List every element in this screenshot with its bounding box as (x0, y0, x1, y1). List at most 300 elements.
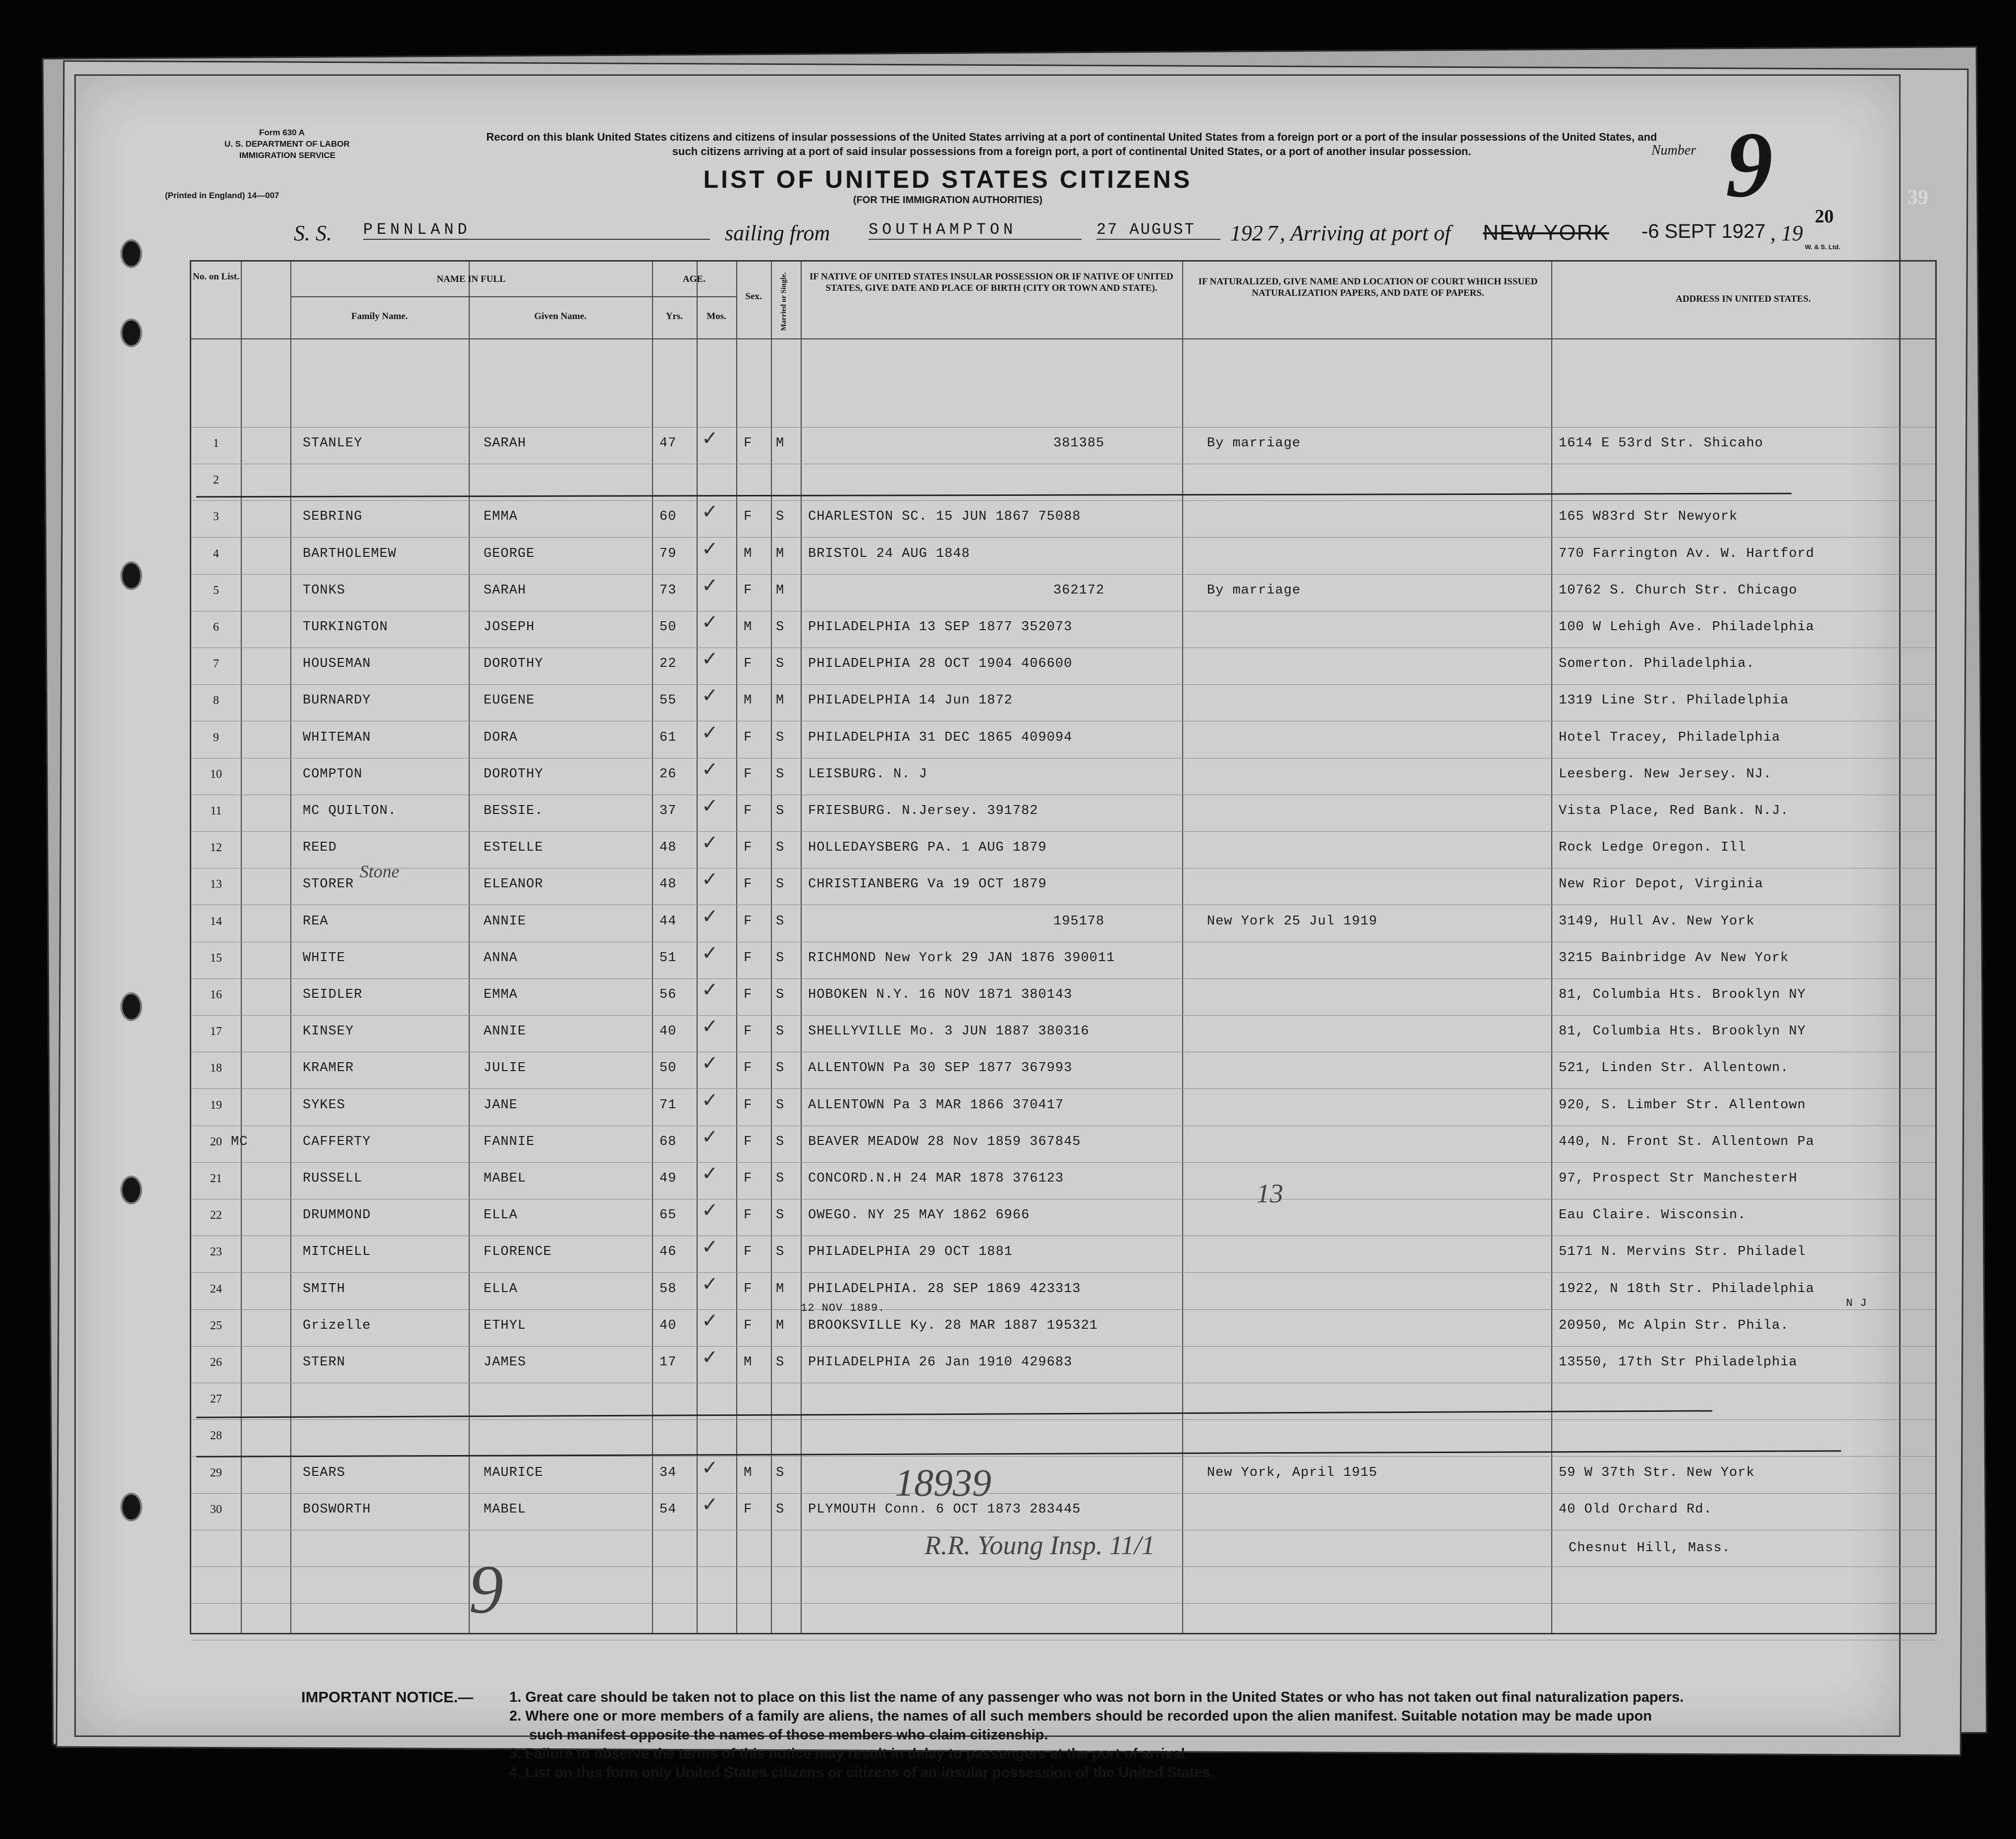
col-age: AGE. (683, 274, 706, 284)
cell-sex: F (744, 950, 753, 966)
notice-item-1: 1. Great care should be taken not to place on this list the name of any passenger who was not born in the United States or who has not taken out final naturalization papers. (509, 1689, 1684, 1705)
cell-addr: 5171 N. Mervins Str. Philadel (1559, 1244, 1806, 1260)
cell-birth: RICHMOND New York 29 JAN 1876 390011 (808, 950, 1115, 966)
edge-page-number: 39 (1907, 186, 1928, 209)
col-no: No. on List. (193, 271, 239, 282)
ruled-line (191, 1419, 1935, 1420)
row-number: 20 (210, 1135, 222, 1148)
hand-inspector-note: R.R. Young Insp. 11/1 (925, 1530, 1155, 1560)
cell-addr: 165 W83rd Str Newyork (1559, 509, 1738, 525)
row-number: 10 (210, 767, 222, 781)
check-mark-icon: ✓ (702, 1052, 718, 1075)
cell-birth: PHILADELPHIA 13 SEP 1877 352073 (808, 620, 1073, 635)
cell-sex: F (744, 840, 753, 856)
cell-family: SYKES (303, 1097, 346, 1113)
cell-given: DOROTHY (484, 766, 544, 782)
cell-nat: By marriage (1207, 436, 1301, 451)
cell-addr: 81, Columbia Hts. Brooklyn NY (1559, 987, 1806, 1002)
cell-ms: S (776, 1024, 785, 1039)
cell-sex: F (744, 766, 753, 782)
arrival-stamp: -6 SEPT 1927 (1641, 220, 1766, 242)
cell-nat: By marriage (1207, 583, 1301, 598)
cell-ms: S (776, 620, 785, 635)
cell-addr: 3215 Bainbridge Av New York (1559, 950, 1789, 966)
cell-age: 61 (659, 730, 677, 745)
cell-given: JOSEPH (484, 620, 535, 635)
cell-given: ANNA (484, 950, 518, 966)
row-number: 12 (210, 841, 222, 855)
check-mark-icon: ✓ (702, 1309, 718, 1332)
cell-sex: F (744, 1208, 753, 1223)
cell-family: REED (303, 840, 337, 856)
row-number: 1 (213, 437, 219, 450)
notice-item-3: 3. Failure to observe the terms of this notice may result in delay to passengers at the port of arrival. (509, 1746, 1189, 1762)
cell-birth: OWEGO. NY 25 MAY 1862 6966 (808, 1208, 1030, 1223)
cell-ms: M (776, 1281, 785, 1297)
check-mark-icon: ✓ (702, 721, 718, 744)
cell-family: REA (303, 914, 328, 929)
cell-sex: F (744, 436, 753, 451)
cell-family: STERN (303, 1355, 346, 1370)
row20-prefix: MC (231, 1134, 248, 1149)
cell-sex: F (744, 583, 753, 598)
row-number: 11 (210, 805, 222, 817)
row-number: 27 (210, 1393, 222, 1406)
row-number: 25 (210, 1319, 222, 1332)
cell-sex: F (744, 1244, 753, 1260)
printer-mark: W. & S. Ltd. (1805, 243, 1841, 251)
cell-age: 17 (659, 1355, 677, 1370)
ruled-line (191, 427, 1935, 428)
cell-given: ELLA (484, 1208, 518, 1223)
cell-ms: S (776, 1171, 785, 1186)
cell-age: 56 (659, 987, 677, 1002)
cell-sex: F (744, 656, 753, 672)
cell-given: JULIE (484, 1061, 527, 1076)
cell-age: 51 (659, 950, 677, 966)
cell-family: STANLEY (303, 436, 363, 451)
cell-sex: F (744, 509, 753, 525)
cell-sex: M (744, 546, 753, 561)
cell-birth: BROOKSVILLE Ky. 28 MAR 1887 195321 (808, 1318, 1098, 1333)
row-number: 17 (210, 1025, 222, 1038)
cell-addr: 770 Farrington Av. W. Hartford (1559, 546, 1815, 561)
cell-ms: M (776, 546, 785, 561)
ruled-line (191, 831, 1935, 832)
ruled-line (191, 574, 1935, 575)
sailing-label: sailing from (725, 221, 830, 245)
cell-family: TURKINGTON (303, 620, 388, 635)
check-mark-icon: ✓ (702, 611, 718, 634)
important-notice (301, 1688, 1936, 1781)
cell-given: FANNIE (484, 1134, 535, 1149)
cell-birth: PHILADELPHIA 28 OCT 1904 406600 (808, 656, 1073, 672)
cell-ms: S (776, 950, 785, 966)
cell-age: 48 (659, 877, 677, 892)
cell-addr: New Rior Depot, Virginia (1559, 877, 1763, 892)
check-mark-icon: ✓ (702, 1272, 718, 1296)
cell-ms: S (776, 730, 785, 745)
cell-family: COMPTON (303, 766, 363, 782)
notice-lead: IMPORTANT NOTICE.— (301, 1688, 474, 1706)
cell-given: ESTELLE (484, 840, 544, 856)
cell-ms: S (776, 1097, 785, 1113)
cell-ms: S (776, 1208, 785, 1223)
cell-family: SEARS (303, 1465, 346, 1480)
cell-age: 54 (659, 1502, 677, 1517)
cell-birth: HOBOKEN N.Y. 16 NOV 1871 380143 (808, 987, 1073, 1002)
service-name: IMMIGRATION SERVICE (239, 151, 335, 160)
arriving-label: , Arriving at port of (1280, 221, 1451, 245)
row-number: 3 (213, 510, 219, 524)
check-mark-icon: ✓ (702, 1199, 718, 1222)
cell-sex: F (744, 1097, 753, 1113)
cell-family: RUSSELL (303, 1171, 363, 1186)
ruled-line (191, 537, 1935, 538)
cell-addr: 81, Columbia Hts. Brooklyn NY (1559, 1024, 1806, 1039)
ruled-line (191, 1603, 1935, 1604)
cell-family: TONKS (303, 583, 346, 598)
row-number: 24 (210, 1282, 222, 1296)
row-number: 2 (213, 474, 219, 487)
cell-age: 65 (659, 1208, 677, 1223)
cell-birth: ALLENTOWN Pa 30 SEP 1877 367993 (808, 1061, 1073, 1076)
row-number: 16 (210, 988, 222, 1001)
corner-number: 20 (1815, 206, 1834, 227)
page-title: LIST OF UNITED STATES CITIZENS (703, 165, 1193, 193)
col-given-name: Given Name. (534, 311, 587, 322)
cell-age: 50 (659, 1061, 677, 1076)
check-mark-icon: ✓ (702, 1125, 718, 1148)
notice-item-2: 2. Where one or more members of a family are aliens, the names of all such members should be recorded upon the alien manifest. Suitable notation may be made upon (509, 1708, 1652, 1724)
row-number: 5 (213, 584, 219, 597)
hand-13: 13 (1256, 1179, 1283, 1208)
cell-given: SARAH (484, 583, 527, 598)
cell-family: KINSEY (303, 1024, 354, 1039)
col-naturalized: IF NATURALIZED, GIVE NAME AND LOCATION OF COURT WHICH ISSUED NATURALIZATION PAPERS, AND DATE OF PAPERS. (1198, 276, 1538, 298)
cell-given: ELEANOR (484, 877, 544, 892)
cell-sex: F (744, 914, 753, 929)
check-mark-icon: ✓ (702, 500, 718, 524)
printed-note: (Printed in England) 14—007 (165, 191, 279, 200)
cell-birth: SHELLYVILLE Mo. 3 JUN 1887 380316 (808, 1024, 1090, 1039)
check-mark-icon: ✓ (702, 427, 718, 450)
cell-addr: Eau Claire. Wisconsin. (1559, 1208, 1746, 1223)
check-mark-icon: ✓ (702, 684, 718, 707)
binding-hole (120, 992, 142, 1021)
cell-age: 44 (659, 914, 677, 929)
check-mark-icon: ✓ (702, 1162, 718, 1185)
cell-age: 22 (659, 656, 677, 672)
ruled-line (191, 684, 1935, 685)
cell-birth: 381385 (1053, 436, 1105, 451)
cell-given: ELLA (484, 1281, 518, 1297)
row-number: 18 (210, 1062, 222, 1075)
cell-given: DORA (484, 730, 518, 745)
cell-birth: BRISTOL 24 AUG 1848 (808, 546, 970, 561)
port-from: SOUTHAMPTON (869, 220, 1082, 240)
cell-sex: F (744, 877, 753, 892)
cell-birth: BEAVER MEADOW 28 Nov 1859 367845 (808, 1134, 1081, 1149)
cell-given: FLORENCE (484, 1244, 552, 1260)
binding-hole (120, 1493, 142, 1521)
cell-birth: PHILADELPHIA 31 DEC 1865 409094 (808, 730, 1073, 745)
cell-family: SEBRING (303, 509, 363, 525)
check-mark-icon: ✓ (702, 831, 718, 855)
cell-sex: F (744, 1281, 753, 1297)
ruled-line (191, 1346, 1935, 1347)
cell-ms: S (776, 1244, 785, 1260)
col-birth: IF NATIVE OF UNITED STATES INSULAR POSSESSION OR IF NATIVE OF UNITED STATES, GIVE DATE AND PLACE OF BIRTH (CITY OR TOWN AND STATE). (809, 271, 1174, 293)
cell-nat: New York, April 1915 (1207, 1465, 1378, 1480)
cell-ms: S (776, 840, 785, 856)
cell-given: MAURICE (484, 1465, 544, 1480)
row-number: 4 (213, 547, 219, 560)
cell-age: 47 (659, 436, 677, 451)
cell-birth: CHARLESTON SC. 15 JUN 1867 75088 (808, 509, 1081, 525)
cell-age: 73 (659, 583, 677, 598)
ruled-line (191, 1309, 1935, 1310)
binding-hole (120, 561, 142, 590)
cell-birth: ALLENTOWN Pa 3 MAR 1866 370417 (808, 1097, 1064, 1113)
cell-birth: PHILADELPHIA 29 OCT 1881 (808, 1244, 1013, 1260)
row-number: 8 (213, 694, 219, 707)
cell-given: JAMES (484, 1355, 527, 1370)
cell-ms: S (776, 1465, 785, 1480)
cell-ms: M (776, 436, 785, 451)
cell-addr: 100 W Lehigh Ave. Philadelphia (1559, 620, 1815, 635)
passenger-table (190, 260, 1937, 1634)
cell-birth: 195178 (1053, 914, 1105, 929)
cell-family: STORER (303, 877, 354, 892)
check-mark-icon: ✓ (702, 1493, 718, 1516)
cell-addr: 521, Linden Str. Allentown. (1559, 1061, 1789, 1076)
row-number: 15 (210, 951, 222, 965)
cell-sex: M (744, 1465, 753, 1480)
cell-family: KRAMER (303, 1061, 354, 1076)
year-blank: , 19 (1770, 221, 1803, 245)
cell-sex: M (744, 693, 753, 708)
cell-given: SARAH (484, 436, 527, 451)
cell-given: ETHYL (484, 1318, 527, 1333)
cell-given: ANNIE (484, 1024, 527, 1039)
port-to: NEW YORK (1483, 220, 1609, 245)
addr-extra-10: N J (1846, 1297, 1867, 1309)
cell-birth: HOLLEDAYSBERG PA. 1 AUG 1879 (808, 840, 1047, 856)
cell-addr: 20950, Mc Alpin Str. Phila. (1559, 1318, 1789, 1333)
list-number: 9 (1726, 113, 1773, 217)
cell-family: WHITE (303, 950, 346, 966)
check-mark-icon: ✓ (702, 1456, 718, 1479)
binding-hole (120, 1176, 142, 1204)
cell-sex: M (744, 1355, 753, 1370)
cell-family: Grizelle (303, 1318, 371, 1333)
ss-label: S. S. (294, 221, 332, 245)
cell-ms: S (776, 914, 785, 929)
cell-birth: CONCORD.N.H 24 MAR 1878 376123 (808, 1171, 1064, 1186)
cell-age: 55 (659, 693, 677, 708)
row-number: 9 (213, 731, 219, 744)
ruled-line (191, 1088, 1935, 1089)
cell-sex: F (744, 1061, 753, 1076)
cell-age: 37 (659, 804, 677, 818)
ruled-line (191, 1015, 1935, 1016)
cell-addr: 1614 E 53rd Str. Shicaho (1559, 436, 1763, 451)
row-number: 29 (210, 1466, 222, 1479)
cell-given: EUGENE (484, 693, 535, 708)
birth-extra-10: 12 NOV 1889. (801, 1302, 885, 1314)
cell-family: BURNARDY (303, 693, 371, 708)
cell-age: 34 (659, 1465, 677, 1480)
cell-birth: PHILADELPHIA 14 Jun 1872 (808, 693, 1013, 708)
cell-given: GEORGE (484, 546, 535, 561)
cell-addr: 59 W 37th Str. New York (1559, 1465, 1755, 1480)
col-address: ADDRESS IN UNITED STATES. (1676, 294, 1811, 304)
binding-hole (120, 319, 142, 347)
cell-sex: F (744, 730, 753, 745)
cell-ms: M (776, 1318, 785, 1333)
cell-age: 79 (659, 546, 677, 561)
ruled-line (191, 978, 1935, 979)
ruled-line (191, 1493, 1935, 1494)
cell-birth: PLYMOUTH Conn. 6 OCT 1873 283445 (808, 1502, 1081, 1517)
check-mark-icon: ✓ (702, 905, 718, 928)
ruled-line (191, 500, 1935, 501)
cell-given: BESSIE. (484, 804, 544, 818)
check-mark-icon: ✓ (702, 1346, 718, 1369)
row-number: 14 (210, 915, 222, 928)
cell-addr: 40 Old Orchard Rd. (1559, 1502, 1712, 1517)
cell-addr: 97, Prospect Str ManchesterH (1559, 1171, 1798, 1186)
page-subtitle: (FOR THE IMMIGRATION AUTHORITIES) (853, 195, 1043, 206)
cell-birth: CHRISTIANBERG Va 19 OCT 1879 (808, 877, 1047, 892)
hand-nine: 9 (469, 1551, 503, 1628)
cell-ms: S (776, 804, 785, 818)
cell-birth: FRIESBURG. N.Jersey. 391782 (808, 804, 1038, 818)
check-mark-icon: ✓ (702, 757, 718, 781)
row-number: 13 (210, 878, 222, 891)
cell-age: 40 (659, 1318, 677, 1333)
check-mark-icon: ✓ (702, 868, 718, 891)
cell-ms: S (776, 987, 785, 1002)
cell-addr: Hotel Tracey, Philadelphia (1559, 730, 1781, 745)
check-mark-icon: ✓ (702, 1088, 718, 1112)
row-number: 28 (210, 1429, 222, 1443)
col-yrs: Yrs. (665, 311, 683, 322)
cell-sex: F (744, 1024, 753, 1039)
cell-ms: S (776, 1061, 785, 1076)
cell-family: HOUSEMAN (303, 656, 371, 672)
col-sex: Sex. (745, 291, 762, 302)
cell-addr: 10762 S. Church Str. Chicago (1559, 583, 1798, 598)
cell-given: MABEL (484, 1502, 527, 1517)
cell-birth: LEISBURG. N. J (808, 766, 927, 782)
cell-ms: S (776, 509, 785, 525)
row-number: 30 (210, 1503, 222, 1516)
check-mark-icon: ✓ (702, 978, 718, 1001)
number-label: Number (1651, 143, 1696, 158)
cell-age: 40 (659, 1024, 677, 1039)
cell-addr: 13550, 17th Str Philadelphia (1559, 1355, 1798, 1370)
row-number: 19 (210, 1098, 222, 1112)
check-mark-icon: ✓ (702, 574, 718, 597)
check-mark-icon: ✓ (702, 648, 718, 671)
check-mark-icon: ✓ (702, 537, 718, 560)
cell-nat: New York 25 Jul 1919 (1207, 914, 1378, 929)
cell-birth: 362172 (1053, 583, 1105, 598)
ship-name: PENNLAND (363, 220, 710, 240)
hand-storer: Stone (360, 862, 399, 881)
cell-sex: F (744, 1502, 753, 1517)
cell-age: 71 (659, 1097, 677, 1113)
row-number: 26 (210, 1356, 222, 1369)
cell-age: 49 (659, 1171, 677, 1186)
cell-ms: S (776, 766, 785, 782)
date-from: 27 AUGUST (1096, 220, 1220, 240)
cell-sex: F (744, 1134, 753, 1149)
strike-line (196, 1410, 1712, 1418)
check-mark-icon: ✓ (702, 941, 718, 965)
cell-addr: Leesberg. New Jersey. NJ. (1559, 766, 1772, 782)
cell-sex: M (744, 620, 753, 635)
cell-addr: Rock Ledge Oregon. Ill (1559, 840, 1746, 856)
cell-given: DOROTHY (484, 656, 544, 672)
department-name: U. S. DEPARTMENT OF LABOR (224, 139, 350, 149)
row-number: 6 (213, 621, 219, 634)
cell-sex: F (744, 1171, 753, 1186)
cell-ms: S (776, 877, 785, 892)
cell-addr: Vista Place, Red Bank. N.J. (1559, 804, 1789, 818)
cell-family: MC QUILTON. (303, 804, 397, 818)
cell-addr: 1922, N 18th Str. Philadelphia (1559, 1281, 1815, 1297)
cell-ms: S (776, 1502, 785, 1517)
binding-hole (120, 239, 142, 268)
notice-item-4: 4. List on this form only United States citizens or citizens of an insular possession of the United States. (509, 1765, 1214, 1781)
col-family-name: Family Name. (351, 311, 408, 322)
cell-family: CAFFERTY (303, 1134, 371, 1149)
cell-family: BOSWORTH (303, 1502, 371, 1517)
cell-family: BARTHOLEMEW (303, 546, 397, 561)
cell-age: 46 (659, 1244, 677, 1260)
col-married: Married or Single. (780, 272, 788, 331)
cell-given: EMMA (484, 509, 518, 525)
cell-family: DRUMMOND (303, 1208, 371, 1223)
year-suffix: 7 (1267, 221, 1278, 245)
cell-addr: 3149, Hull Av. New York (1559, 914, 1755, 929)
record-instructions: Record on this blank United States citizens and citizens of insular possessions of the United States arriving at a port of continental United States from a foreign port or a port of the insular possessions of the United States, and such citizens arriving at a port of said insular possessions from a foreign port, a port of continental United States, or a port of another insular possession. (486, 131, 1657, 158)
cell-age: 48 (659, 840, 677, 856)
form-number: Form 630 A (259, 128, 305, 137)
cell-ms: S (776, 1134, 785, 1149)
cell-given: MABEL (484, 1171, 527, 1186)
cell-addr: 920, S. Limber Str. Allentown (1559, 1097, 1806, 1113)
cell-family: SMITH (303, 1281, 346, 1297)
hand-18939: 18939 (895, 1461, 991, 1504)
cell-birth: PHILADELPHIA. 28 SEP 1869 423313 (808, 1281, 1081, 1297)
cell-sex: F (744, 987, 753, 1002)
cell-given: JANE (484, 1097, 518, 1113)
cell-sex: F (744, 1318, 753, 1333)
row-number: 22 (210, 1209, 222, 1222)
cell-age: 60 (659, 509, 677, 525)
cell-family: MITCHELL (303, 1244, 371, 1260)
check-mark-icon: ✓ (702, 1236, 718, 1259)
check-mark-icon: ✓ (702, 1015, 718, 1038)
cell-birth: PHILADELPHIA 26 Jan 1910 429683 (808, 1355, 1073, 1370)
cell-addr: 1319 Line Str. Philadelphia (1559, 693, 1789, 708)
row-number: 21 (210, 1172, 222, 1185)
cell-ms: S (776, 656, 785, 672)
